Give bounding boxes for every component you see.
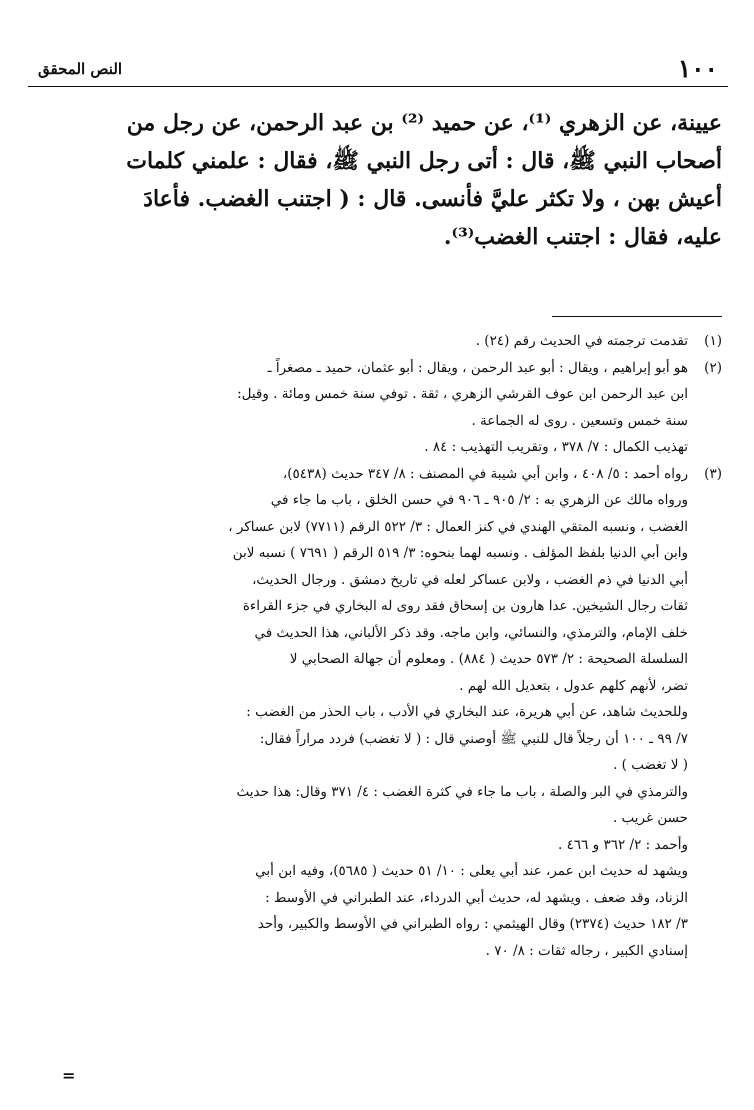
- footnote-line: ويشهد له حديث ابن عمر، عند أبي يعلى : ١٠/ ٥١ حديث ( ٥٦٨٥)، وفيه ابن أبي: [255, 863, 688, 879]
- footnote-line: وابن أبي الدنيا بلفظ المؤلف . ونسبه لهما بنحوه: ٣/ ٥١٩ الرقم ( ٧٦٩١ ) نسبه لابن: [232, 545, 688, 561]
- footnote-1: [30, 328, 722, 355]
- running-title: النص المحقق: [38, 60, 123, 78]
- footnote-line: السلسلة الصحيحة : ٢/ ٥٧٣ حديث ( ٨٨٤) . ومعلوم أن جهالة الصحابي لا: [289, 651, 688, 667]
- footnote-line: إسنادي الكبير ، رجاله ثقات : ٨/ ٧٠ .: [485, 942, 688, 959]
- page-header: [28, 46, 728, 87]
- main-text: [32, 104, 722, 256]
- footnote-number: (١): [704, 333, 722, 349]
- footnote-line: وأحمد : ٢/ ٣٦٢ و ٤٦٦ .: [558, 836, 688, 853]
- main-line: أصحاب النبي ﷺ، قال : أتى رجل النبي ﷺ، فقال : علمني كلمات: [126, 148, 722, 174]
- footnote-line: ثقات رجال الشيخين. عدا هارون بن إسحاق فقد روى له البخاري في جزء القراءة: [242, 598, 688, 614]
- footnote-line: سنة خمس وتسعين . روى له الجماعة .: [471, 412, 688, 429]
- footnote-number: (٣): [704, 465, 722, 482]
- continuation-mark: =: [62, 1066, 76, 1085]
- footnote-line: ٣/ ١٨٢ حديث (٢٣٧٤) وقال الهيثمي : رواه الطبراني في الأوسط والكبير، وأحد: [257, 916, 688, 932]
- footnote-3: [30, 461, 722, 700]
- footnote-line: والترمذي في البر والصلة ، باب ما جاء في كثرة الغضب : ٤/ ٣٧١ وقال: هذا حديث: [236, 783, 688, 800]
- footnote-line: الزناد، وقد ضعف . ويشهد له، حديث أبي الدرداء، عند الطبراني في الأوسط :: [265, 889, 688, 906]
- main-line: عليه، فقال : اجتنب الغضب⁽³⁾.: [443, 224, 722, 250]
- main-line: عيينة، عن الزهري ⁽¹⁾، عن حميد ⁽²⁾ بن عبد الرحمن، عن رجل من: [126, 110, 722, 136]
- footnote-line: خلف الإمام، والترمذي، والنسائي، وابن ماجه. وقد ذكر الألباني، هذا الحديث في: [254, 624, 688, 641]
- footnote-line: ٧/ ٩٩ ـ ١٠٠ أن رجلاً قال للنبي ﷺ أوصني قال : ( لا تغضب) فردد مراراً فقال:: [259, 730, 688, 747]
- footnote-number: (٢): [704, 359, 722, 376]
- footnote-line: حسن غريب .: [612, 810, 688, 826]
- footnotes: [30, 328, 722, 964]
- footnote-body: [30, 328, 688, 355]
- footnote-line: ورواه مالك عن الزهري به : ٢/ ٩٠٥ ـ ٩٠٦ في حسن الخلق ، باب ما جاء في: [270, 492, 688, 508]
- book-page: [28, 46, 728, 1086]
- footnote-line: تضر، لأنهم كلهم عدول ، بتعديل الله لهم .: [459, 677, 688, 694]
- footnote-line: أبي الدنيا في ذم الغضب ، ولابن عساكر لعله في تاريخ دمشق . ورجال الحديث،: [252, 571, 688, 588]
- footnote-2: [30, 355, 722, 461]
- footnote-body: [30, 355, 688, 461]
- footnote-line: ابن عبد الرحمن ابن عوف القرشي الزهري ، ثقة . توفي سنة خمس ومائة . وقيل:: [237, 386, 688, 402]
- footnote-line: تهذيب الكمال : ٧/ ٣٧٨ ، وتقريب التهذيب : ٨٤ .: [424, 439, 688, 455]
- footnote-line: تقدمت ترجمته في الحديث رقم (٢٤) .: [475, 333, 688, 349]
- footnote-line: ( لا تغضب ) .: [613, 757, 688, 773]
- footnote-line: هو أبو إبراهيم ، ويقال : أبو عبد الرحمن ، ويقال : أبو عثمان، حميد ـ مصغراً ـ: [267, 359, 688, 376]
- footnote-body: [30, 461, 688, 700]
- footnote-line: رواه أحمد : ٥/ ٤٠٨ ، وابن أبي شيبة في المصنف : ٨/ ٣٤٧ حديث (٥٤٣٨)،: [282, 465, 688, 482]
- main-line: أعيش بهن ، ولا تكثر عليَّ فأنسى. قال : ( اجتنب الغضب. فأعادَ: [143, 186, 722, 212]
- footnote-line: وللحديث شاهد، عن أبي هريرة، عند البخاري في الأدب ، باب الحذر من الغضب :: [246, 704, 688, 720]
- footnote-divider: [552, 316, 722, 317]
- page-number: ١٠٠: [677, 54, 718, 83]
- footnote-line: الغضب ، ونسبه المتقي الهندي في كنز العمال : ٣/ ٥٢٢ الرقم (٧٧١١) لابن عساكر ،: [228, 518, 688, 535]
